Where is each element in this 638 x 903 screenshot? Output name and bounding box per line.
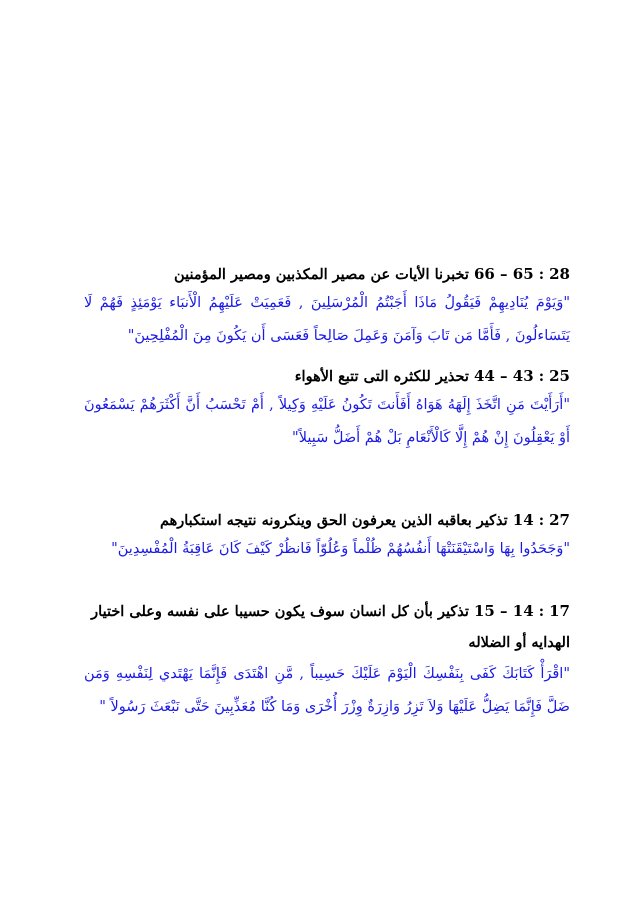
separator: :: [538, 368, 545, 385]
verse-range: 43 – 44: [473, 367, 534, 385]
sura-number: 17: [549, 602, 570, 620]
topic-text: تخبرنا الأيات عن مصير المكذبين ومصير المؤمنين: [174, 266, 469, 283]
entry-sura-28: [84, 262, 570, 353]
entry-sura-27: [84, 508, 570, 566]
separator: :: [538, 603, 545, 620]
quran-quote: "وَيَوْمَ يُنَادِيهِمْ فَيَقُولُ مَاذَا أَجَبْتُمُ الْمُرْسَلِينَ , فَعَمِيَتْ عَلَيْهِمُ الْأَنبَاء يَوْمَئِذٍ فَهُمْ لَا يَتَسَاءلُونَ , فَأَمَّا مَن تَابَ وَآمَنَ وَعَمِلَ صَالِحاً فَعَسَى أَن يَكُونَ مِنَ الْمُفْلِحِينَ": [84, 295, 570, 344]
entry-heading: [84, 262, 570, 287]
verse-range: 14 – 15: [473, 602, 534, 620]
quran-quote: "أَرَأَيْتَ مَنِ اتَّخَذَ إِلَهَهُ هَوَاهُ أَفَأَنتَ تَكُونُ عَلَيْهِ وَكِيلاً , أَمْ تَحْسَبُ أَنَّ أَكْثَرَهُمْ يَسْمَعُونَ أَوْ يَعْقِلُونَ إِنْ هُمْ إِلَّا كَالْأَنْعَامِ بَلْ هُمْ أَضَلُّ سَبِيلاً": [84, 397, 570, 446]
separator: :: [538, 512, 545, 529]
quran-quote: "وَجَحَدُوا بِهَا وَاسْتَيْقَنَتْهَا أَنفُسُهُمْ ظُلْماً وَعُلُوّاً فَانظُرْ كَيْفَ كَانَ عَاقِبَةُ الْمُفْسِدِينَ": [111, 541, 570, 557]
entry-sura-17: [84, 596, 570, 724]
quran-quote: "اقْرَأْ كَتَابَكَ كَفَى بِنَفْسِكَ الْيَوْمَ عَلَيْكَ حَسِيباً , مَّنِ اهْتَدَى فَإِنَّمَا يَهْتَدي لِنَفْسِهِ وَمَن ضَلَّ فَإِنَّمَا يَضِلُّ عَلَيْهَا وَلاَ تَزِرُ وَازِرَةٌ وِزْرَ أُخْرَى وَمَا كُنَّا مُعَذِّبِينَ حَتَّى نَبْعَثَ رَسُولاً ": [84, 666, 570, 715]
entry-heading: [84, 508, 570, 533]
verse-range: 14: [512, 511, 534, 529]
topic-text: تحذير للكثره التى تتبع الأهواء: [294, 368, 469, 385]
entry-heading: [84, 596, 570, 658]
sura-number: 28: [549, 265, 570, 283]
topic-text: تذكير بعاقبه الذين يعرفون الحق وينكرونه نتيجه استكبارهم: [159, 512, 508, 529]
topic-text: تذكير بأن كل انسان سوف يكون حسيبا على نفسه وعلى اختيار الهدايه أو الضلاله: [91, 603, 570, 651]
entry-heading: [84, 364, 570, 389]
separator: :: [538, 266, 545, 283]
verse-range: 65 – 66: [473, 265, 534, 283]
sura-number: 27: [549, 511, 570, 529]
sura-number: 25: [549, 367, 570, 385]
entry-sura-25: [84, 364, 570, 455]
